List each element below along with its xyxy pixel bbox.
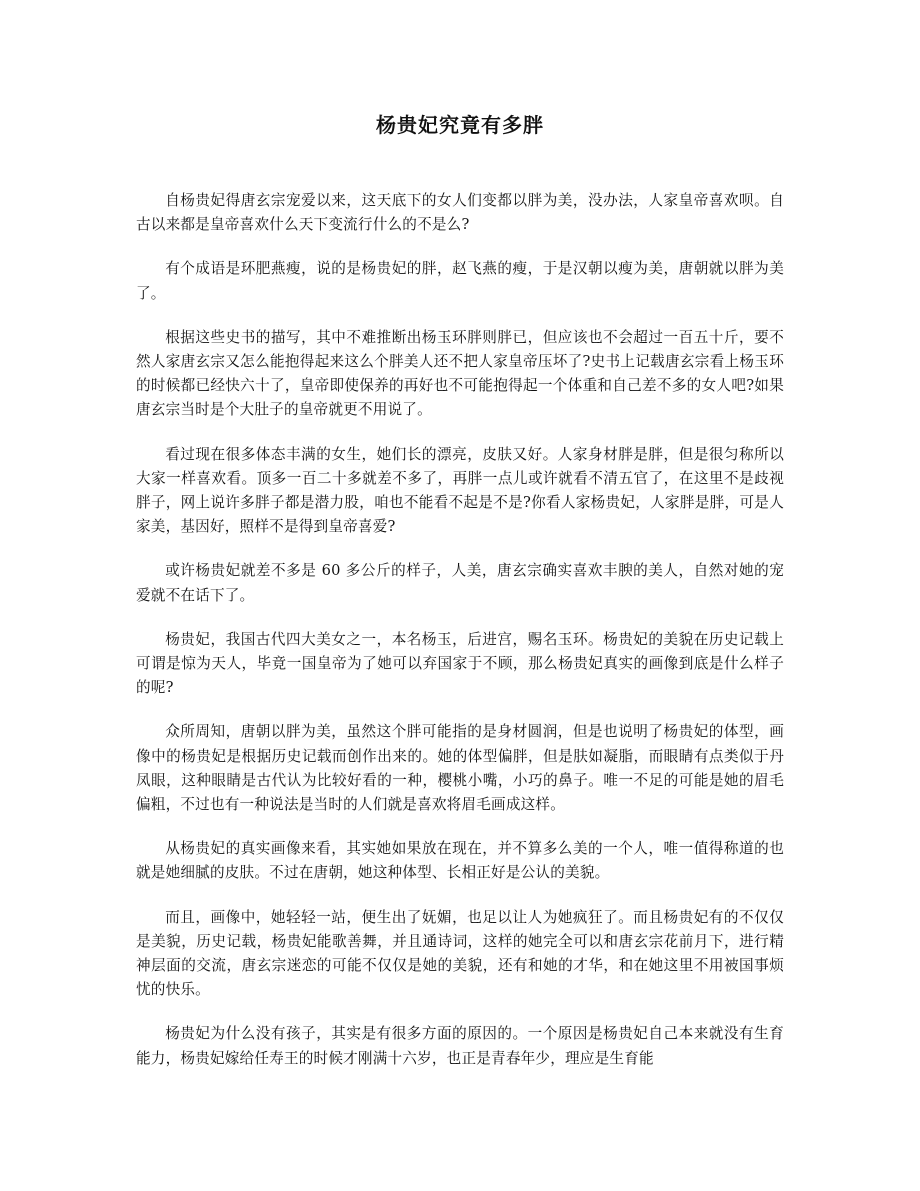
document-title: 杨贵妃究竟有多胖 [376, 113, 544, 137]
paragraph-3: 根据这些史书的描写，其中不难推断出杨玉环胖则胖已，但应该也不会超过一百五十斤，要不然人家唐玄宗又怎么能抱得起来这么个胖美人还不把人家皇帝压坏了?史书上记载唐玄宗看上杨玉环的时候都已经快六十了，皇帝即使保养的再好也不可能抱得起一个体重和自己差不多的女人吧?如果唐玄宗当时是个大肚子的皇帝就更不用说了。 [136, 328, 784, 419]
paragraph-1: 自杨贵妃得唐玄宗宠爱以来，这天底下的女人们变都以胖为美，没办法，人家皇帝喜欢呗。自古以来都是皇帝喜欢什么天下变流行什么的不是么? [136, 192, 784, 234]
paragraph-10: 杨贵妃为什么没有孩子，其实是有很多方面的原因的。一个原因是杨贵妃自己本来就没有生育能力，杨贵妃嫁给任寿王的时候才刚满十六岁，也正是青春年少，理应是生育能 [136, 1025, 784, 1067]
paragraph-4: 看过现在很多体态丰满的女生，她们长的漂亮，皮肤又好。人家身材胖是胖，但是很匀称所以大家一样喜欢看。顶多一百二十多就差不多了，再胖一点儿或许就看不清五官了，在这里不是歧视胖子，网上说许多胖子都是潜力股，咱也不能看不起是不是?你看人家杨贵妃，人家胖是胖，可是人家美，基因好，照样不是得到皇帝喜爱? [136, 445, 784, 536]
paragraph-6: 杨贵妃，我国古代四大美女之一，本名杨玉，后进宫，赐名玉环。杨贵妃的美貌在历史记载上可谓是惊为天人，毕竟一国皇帝为了她可以弃国家于不顾，那么杨贵妃真实的画像到底是什么样子的呢? [136, 630, 784, 697]
paragraph-9: 而且，画像中，她轻轻一站，便生出了妩媚，也足以让人为她疯狂了。而且杨贵妃有的不仅仅是美貌，历史记载，杨贵妃能歌善舞，并且通诗词，这样的她完全可以和唐玄宗花前月下，进行精神层面的交流，唐玄宗迷恋的可能不仅仅是她的美貌，还有和她的才华，和在她这里不用被国事烦忧的快乐。 [136, 908, 784, 999]
paragraph-2: 有个成语是环肥燕瘦，说的是杨贵妃的胖，赵飞燕的瘦，于是汉朝以瘦为美，唐朝就以胖为美了。 [136, 260, 784, 302]
paragraph-7: 众所周知，唐朝以胖为美，虽然这个胖可能指的是身材圆润，但是也说明了杨贵妃的体型，画像中的杨贵妃是根据历史记载而创作出来的。她的体型偏胖，但是肤如凝脂，而眼睛有点类似于丹凤眼，这种眼睛是古代认为比较好看的一种，樱桃小嘴，小巧的鼻子。唯一不足的可能是她的眉毛偏粗，不过也有一种说法是当时的人们就是喜欢将眉毛画成这样。 [136, 723, 784, 814]
paragraph-5: 或许杨贵妃就差不多是 60 多公斤的样子，人美，唐玄宗确实喜欢丰腴的美人，自然对她的宠爱就不在话下了。 [136, 562, 784, 604]
paragraph-8: 从杨贵妃的真实画像来看，其实她如果放在现在，并不算多么美的一个人，唯一值得称道的也就是她细腻的皮肤。不过在唐朝，她这种体型、长相正好是公认的美貌。 [136, 840, 784, 882]
document-body [136, 189, 784, 1091]
